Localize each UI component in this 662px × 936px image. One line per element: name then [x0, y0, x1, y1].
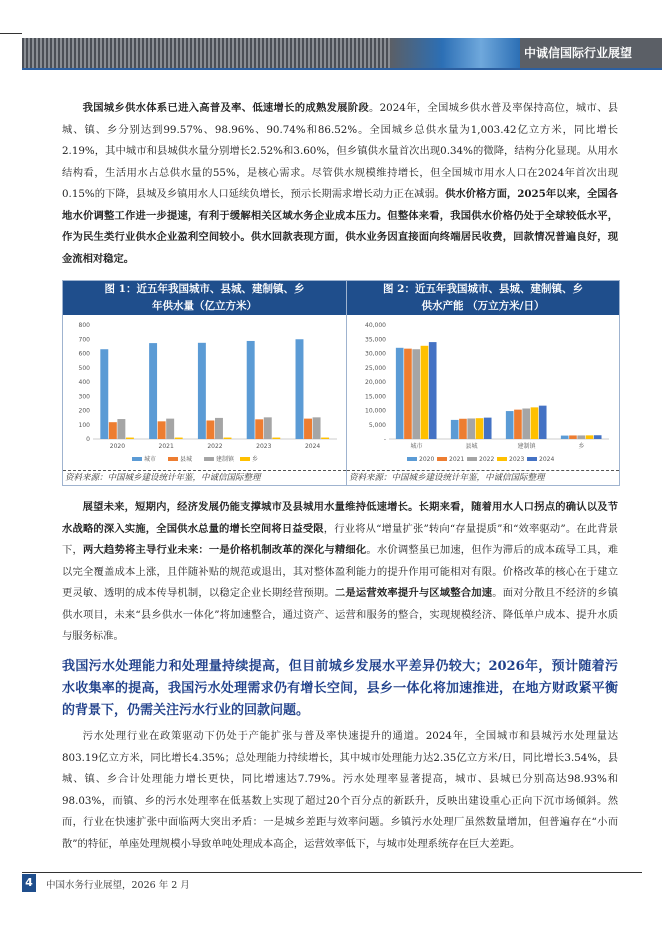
bar-建制镇-2020 [117, 419, 125, 439]
figure-1-title-line2: 年供水量（亿立方米） [152, 300, 257, 312]
paragraph-water-supply [62, 98, 618, 270]
bar-2021-县城 [459, 419, 467, 439]
figure-2-title-line2: 供水产能 （万立方米/日） [421, 300, 545, 312]
legend-label: 2023 [509, 456, 525, 463]
y-tick-label: 800 [78, 322, 90, 329]
y-tick-label: 30,000 [365, 350, 386, 358]
bar-2022-县城 [467, 418, 475, 439]
bar-乡-2021 [175, 438, 183, 439]
text-segment: 。2024年，全国城乡供水普及率保持高位，城市、县城、镇、乡分别达到99.57%、98.96%、90.74%和86.52%。全国城乡总供水量为1,003.42亿立方米，同比增长2.19%，其中城市和县城供水量分别增长2.52%和3.60%，但乡镇供水量首次出现0.34%的微降，结构分化显现。从用水结构看，生活用水占总供水量的55%，是核心需求。尽管供水规模维持增长，但全国城市用水人口在2024年首次出现0.15%的下降，县城及乡镇用水人口延续负增长，预示长期需求增长动力正在减弱。 [62, 102, 618, 200]
x-tick-label: 2023 [256, 443, 272, 450]
legend-swatch [132, 457, 142, 461]
text-segment: 。水价调整虽已加速，但作为滞后的成本疏导工具，难以完全覆盖成本上涨，且伴随补贴的规范或退出，其对整体盈利能力的提升作用可能相对有限。价格改革的核心在于建立更灵敏、透明的成本传导机制，以稳定企业长期经营预期。 [62, 544, 619, 599]
legend-label: 2020 [419, 456, 435, 463]
text-segment: 我国城乡供水体系已进入高普及率、低速增长的成熟发展阶段 [82, 102, 370, 114]
bar-县城-2023 [255, 419, 263, 439]
chart-2-supply-capacity [349, 319, 615, 469]
figure-1 [62, 280, 347, 486]
figure-1-source: 资料来源：中国城乡建设统计年鉴，中诚信国际整理 [63, 470, 346, 485]
bar-2024-城市 [429, 342, 437, 439]
legend-swatch [527, 457, 537, 461]
bar-2020-建制镇 [506, 411, 514, 439]
y-tick-label: 5,000 [368, 421, 386, 429]
bar-2022-城市 [412, 349, 420, 439]
bar-2023-城市 [421, 346, 429, 439]
x-tick-label: 乡 [578, 443, 585, 450]
y-tick-label: 700 [78, 336, 90, 344]
legend-label: 乡 [252, 456, 259, 463]
bar-2023-建制镇 [531, 407, 539, 439]
bar-2022-乡 [577, 435, 585, 439]
y-tick-label: 600 [78, 350, 90, 358]
text-segment: 两大趋势将主导行业未来：一是价格机制改革的深化与精细化 [83, 544, 367, 556]
bar-2020-乡 [561, 436, 569, 439]
figure-2-source: 资料来源：中国城乡建设统计年鉴，中诚信国际整理 [347, 470, 619, 485]
bar-2023-县城 [476, 418, 484, 439]
legend-label: 建制镇 [216, 456, 235, 463]
section-heading-sewage: 我国污水处理能力和处理量持续提高，但目前城乡发展水平差异仍较大；2026年，预计随着污水收集率的提高，我国污水处理需求仍有增长空间，县乡一体化将加速推进，在地方财政紧平衡的背景下，仍需关注污水行业的回款问题。 [62, 659, 618, 718]
y-tick-label: 35,000 [365, 336, 386, 344]
y-tick-label: 15,000 [365, 393, 386, 401]
bar-2024-建制镇 [539, 406, 547, 439]
x-tick-label: 2021 [158, 443, 174, 450]
bar-县城-2021 [158, 421, 166, 439]
bar-建制镇-2024 [313, 417, 321, 439]
y-tick-label: 20,000 [365, 379, 386, 386]
y-tick-label: 400 [78, 379, 90, 386]
y-tick-label: 200 [78, 407, 90, 415]
bar-城市-2020 [100, 349, 108, 439]
legend-swatch [204, 457, 214, 461]
x-tick-label: 2024 [304, 443, 321, 450]
legend-label: 2021 [449, 456, 465, 463]
figure-1-title-line1: 图 1：近五年我国城市、县城、建制镇、乡 [104, 283, 305, 295]
x-tick-label: 城市 [410, 443, 423, 450]
header-rule [22, 68, 662, 70]
paragraph-outlook [62, 497, 618, 648]
legend-label: 县城 [180, 456, 193, 463]
text-segment: 供水价格方面，2025年以来，全国各地水价调整工作进一步提速，有利于缓解相关区域水务企业成本压力。但整体来看，我国供水价格仍处于全球较低水平，作为民生类行业供水企业盈利空间较小。供水回款表现方面，供水业务因直接面向终端居民收费，回款情况普遍良好，现金流相对稳定。 [62, 188, 618, 265]
legend-swatch [467, 457, 477, 461]
y-tick-label: 40,000 [365, 322, 386, 329]
chart-1-supply-volume [65, 319, 343, 469]
header-graphic [390, 38, 520, 68]
x-tick-label: 2020 [109, 443, 126, 450]
figure-2-title [347, 281, 619, 315]
paragraph-sewage: 污水处理行业在政策驱动下仍处于产能扩张与普及率快速提升的通道。2024年，全国城市和县城污水处理量达803.19亿立方米，同比增长4.35%；总处理能力持续增长，其中城市处理能力达2.35亿立方米/日，同比增长3.54%，县城、镇、乡合计处理能力增长更快，同比增速达7.79%。污水处理率显著提高，城市、县城已分别高达98.93%和98.03%，而镇、乡的污水处理率在低基数上实现了超过20个百分点的新跃升，反映出建设重心正向下沉市场倾斜。然而，行业在快速扩张中面临两大突出矛盾：一是城乡差距与效率问题。乡镇污水处理厂虽然数量增加，但普遍存在“小而散”的特征，单座处理规模小导致单吨处理成本高企，运营效率低下，与城市处理系统存在巨大差距。 [62, 730, 618, 850]
bar-城市-2021 [149, 343, 157, 439]
bar-城市-2024 [296, 339, 304, 439]
bar-2020-县城 [451, 420, 459, 439]
bar-2021-乡 [569, 435, 577, 439]
bar-2022-建制镇 [522, 409, 530, 439]
y-tick-label: 10,000 [365, 407, 386, 415]
legend-label: 2022 [479, 456, 495, 463]
legend-swatch [437, 457, 447, 461]
bar-乡-2024 [321, 438, 329, 439]
legend-swatch [168, 457, 178, 461]
y-tick-label: - [383, 436, 386, 443]
bar-2023-乡 [586, 435, 594, 439]
bar-乡-2022 [224, 438, 232, 439]
page-number: 4 [22, 874, 36, 892]
figure-1-title [63, 281, 346, 315]
legend-swatch [407, 457, 417, 461]
footer-rule [22, 872, 642, 873]
bar-建制镇-2023 [264, 417, 272, 439]
y-tick-label: 25,000 [365, 364, 386, 372]
bar-建制镇-2022 [215, 418, 223, 439]
y-tick-label: 100 [78, 421, 90, 429]
bar-2024-乡 [594, 435, 602, 439]
x-tick-label: 2022 [207, 443, 223, 450]
legend-swatch [497, 457, 507, 461]
bar-城市-2023 [247, 341, 255, 439]
bar-2021-城市 [404, 349, 412, 439]
bar-乡-2020 [126, 438, 134, 439]
legend-swatch [240, 457, 250, 461]
header-title: 中诚信国际行业展望 [523, 46, 632, 60]
header-stripes [22, 38, 392, 68]
bar-县城-2024 [304, 419, 312, 439]
bar-城市-2022 [198, 343, 206, 439]
bar-建制镇-2021 [166, 419, 174, 439]
bar-县城-2020 [109, 422, 117, 439]
text-segment: 展望未来，短期内，经济发展仍能支撑城市及县城用水量维持低速增长。长期来看，随着用水人口拐点的确认以及节水战略的深入实施，全国供水总量的增长空间将日益受限 [62, 501, 618, 535]
x-tick-label: 建制镇 [517, 443, 536, 450]
footer-text: 中国水务行业展望，2026 年 2 月 [46, 880, 190, 891]
text-segment: ，行业将从“增量扩张”转向“存量提质”和“效率驱动”。在此背景下， [62, 522, 619, 556]
text-segment: 二是运营效率提升与区域整合加速 [334, 587, 493, 599]
y-tick-label: 0 [86, 436, 90, 443]
text-segment: 。面对分散且不经济的乡镇供水项目，未来“县乡供水一体化”将加速整合，通过资产、运营和服务的整合，实现规模经济、降低单户成本、提升水质与服务标准。 [62, 587, 619, 642]
y-tick-label: 500 [78, 364, 90, 372]
figure-2-title-line1: 图 2：近五年我国城市、县城、建制镇、乡 [383, 283, 583, 295]
y-tick-label: 300 [78, 393, 90, 401]
corner-mark [0, 33, 22, 70]
x-tick-label: 县城 [465, 443, 478, 450]
legend-label: 城市 [144, 456, 157, 463]
bar-2024-县城 [484, 418, 492, 439]
bar-乡-2023 [272, 438, 280, 439]
legend-label: 2024 [539, 456, 555, 463]
figure-2 [346, 280, 620, 486]
bar-2020-城市 [396, 348, 404, 439]
bar-县城-2022 [206, 420, 214, 439]
bar-2021-建制镇 [514, 410, 522, 439]
